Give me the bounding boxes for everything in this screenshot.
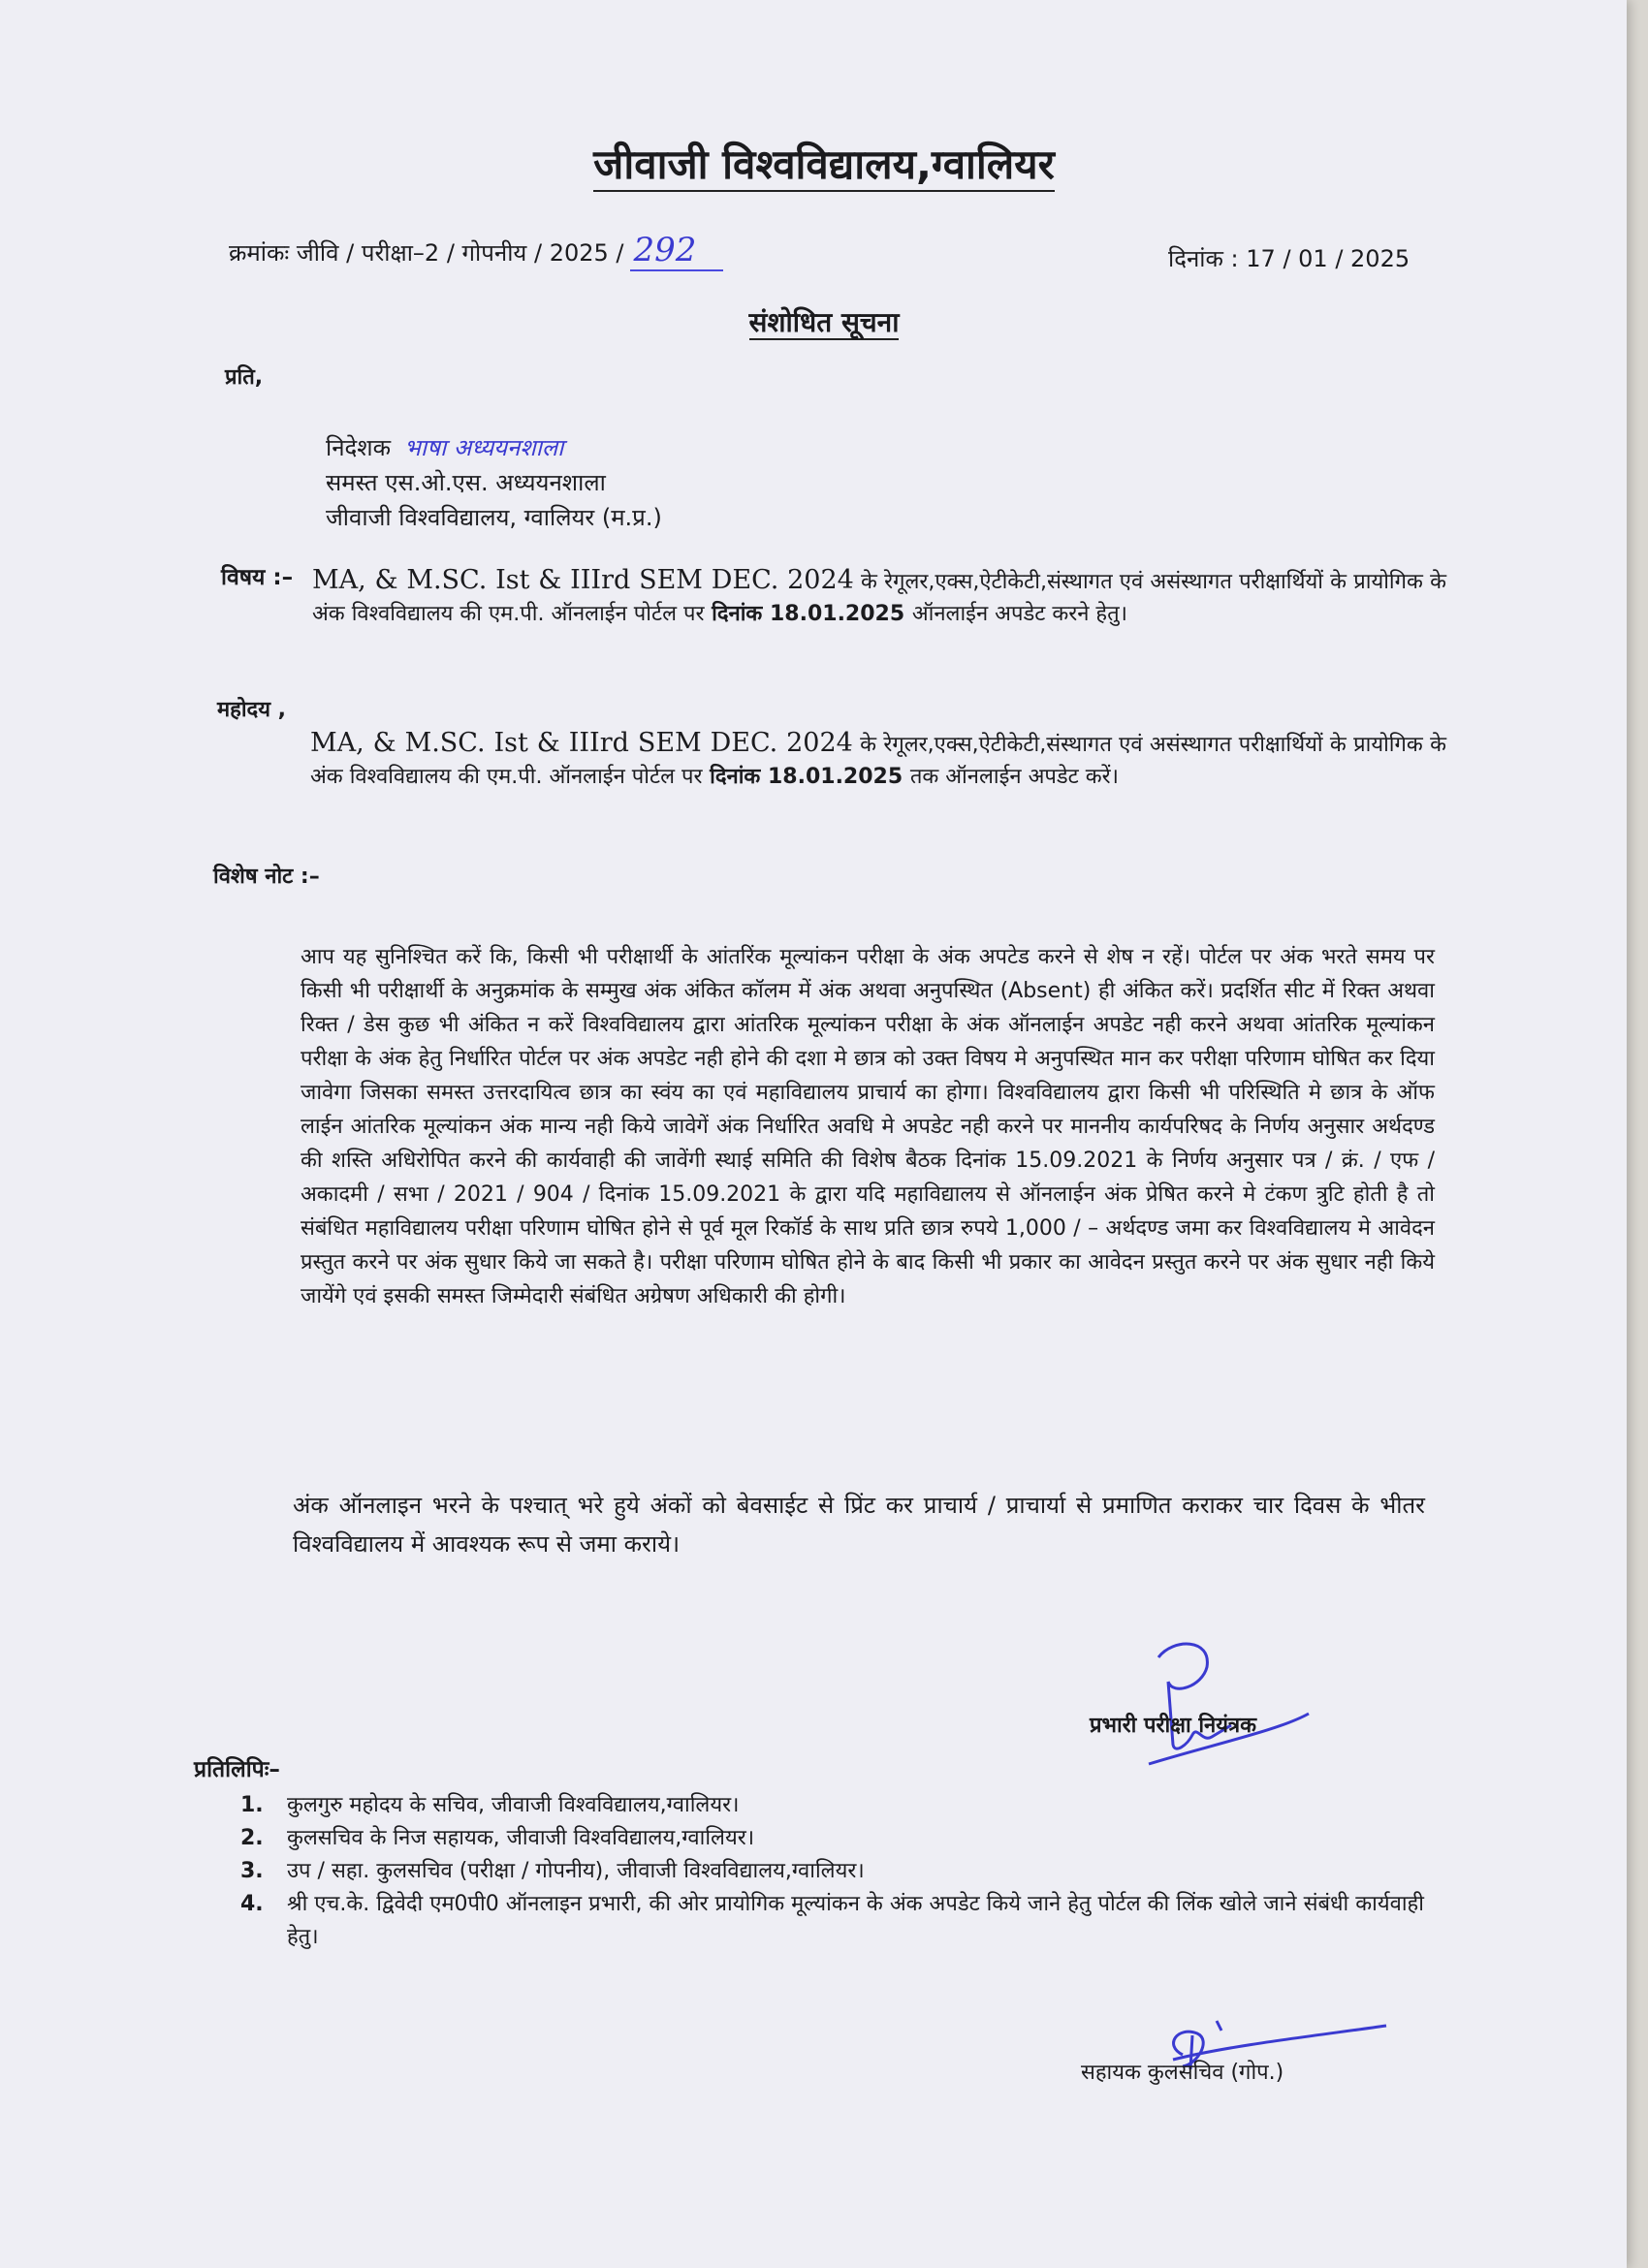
subject-text: MA, & M.SC. Ist & IIIrd SEM DEC. 2024 के रेगूलर,एक्स,ऐटीकेटी,संस्थागत एवं असंस्थागत परीक्षार्थियों के प्रायोगिक के अंक विश्वविद्यालय की एम.पी. ऑनलाईन पोर्टल पर दिनांक 18.01.2025 ऑनलाईन अपडेट करने हेतु। xyxy=(312,565,1446,626)
list-item: 2. कुलसचिव के निज सहायक, जीवाजी विश्वविद्यालय,ग्वालियर। xyxy=(240,1826,755,1850)
reference-number: क्रमांकः जीवि / परीक्षा–2 / गोपनीय / 2025 / 292 xyxy=(229,231,723,269)
to-label: प्रति, xyxy=(225,365,264,390)
handwritten-department: भाषा अध्ययनशाला xyxy=(404,434,564,461)
list-item: 3. उप / सहा. कुलसचिव (परीक्षा / गोपनीय), जीवाजी विश्वविद्यालय,ग्वालियर। xyxy=(240,1859,865,1883)
special-note-label: विशेष नोट :– xyxy=(213,865,320,889)
subject-label: विषय :– xyxy=(221,565,294,590)
notice-title: संशोधित सूचना xyxy=(748,306,900,338)
letter-date: दिनांक : 17 / 01 / 2025 xyxy=(1168,245,1410,272)
recipient-address xyxy=(326,430,662,535)
signatory-exam-controller: प्रभारी परीक्षा नियंत्रक xyxy=(1090,1714,1257,1738)
address-line-2: समस्त एस.ओ.एस. अध्ययनशाला xyxy=(326,469,606,496)
submission-paragraph: अंक ऑनलाइन भरने के पश्चात् भरे हुये अंकों को बेवसाईट से प्रिंट कर प्राचार्य / प्राचार्या से प्रमाणित कराकर चार दिवस के भीतर विश्वविद्यालय में आवश्यक रूप से जमा कराये। xyxy=(293,1492,1425,1558)
special-note-paragraph: आप यह सुनिश्चित करें कि, किसी भी परीक्षार्थी के आंतरिंक मूल्यांकन परीक्षा के अंक अपटेड करने से शेष न रहें। पोर्टल पर अंक भरते समय पर किसी भी परीक्षार्थी के अनुक्रमांक के सम्मुख अंक अंकित कॉलम में अंक अथवा अनुपस्थित (Absent) ही अंकित करें। प्रदर्शित सीट में रिक्त अथवा रिक्त / डेस कुछ भी अंकित न करें विश्वविद्यालय द्वारा आंतरिक मूल्यांकन परीक्षा के अंक ऑनलाईन अपडेट नही करने अथवा आंतरिक मूल्यांकन परीक्षा के अंक हेतु निर्धारित पोर्टल पर अंक अपडेट नही होने की दशा मे छात्र को उक्त विषय मे अनुपस्थित मान कर परीक्षा परिणाम घोषित कर दिया जावेगा जिसका समस्त उत्तरदायित्व छात्र का स्वंय का एवं महाविद्यालय प्राचार्य का होगा। विश्वविद्यालय द्वारा किसी भी परिस्थिति मे छात्र के ऑफ लाईन आंतरिक मूल्यांकन अंक मान्य नही किये जावेगें अंक निर्धारित अवधि मे अपडेट नही करने पर माननीय कार्यपरिषद के निर्णय अनुसार अर्थदण्ड की शस्ति अधिरोपित करने की कार्यवाही की जावेंगी स्थाई समिति की विशेष बैठक दिनांक 15.09.2021 के निर्णय अनुसार पत्र / क्रं. / एफ / अकादमी / सभा / 2021 / 904 / दिनांक 15.09.2021 के द्वारा यदि महाविद्यालय से ऑनलाईन अंक प्रेषित करने मे टंकण त्रुटि होती है तो संबंधित महाविद्यालय परीक्षा परिणाम घोषित होने से पूर्व मूल रिकॉर्ड के साथ प्रति छात्र रुपये 1,000 / – अर्थदण्ड जमा कर विश्वविद्यालय मे आवेदन प्रस्तुत करने पर अंक सुधार किये जा सकते है। परीक्षा परिणाम घोषित होने के बाद किसी भी प्रकार का आवेदन प्रस्तुत करने पर अंक सुधार नही किये जायेंगे एवं इसकी समस्त जिम्मेदारी संबंधित अग्रेषण अधिकारी की होगी। xyxy=(301,945,1435,1308)
address-line-3: जीवाजी विश्वविद्यालय, ग्वालियर (म.प्र.) xyxy=(326,504,662,531)
university-title: जीवाजी विश्वविद्यालय,ग्वालियर xyxy=(0,136,1648,191)
body-paragraph-1: MA, & M.SC. Ist & IIIrd SEM DEC. 2024 के रेगूलर,एक्स,ऐटीकेटी,संस्थागत एवं असंस्थागत परीक्षार्थियों के प्रायोगिक के अंक विश्वविद्यालय की एम.पी. ऑनलाईन पोर्टल पर दिनांक 18.01.2025 तक ऑनलाईन अपडेट करें। xyxy=(310,728,1446,789)
signatory-assistant-registrar: सहायक कुलसचिव (गोप.) xyxy=(1081,2061,1284,2085)
salutation: महोदय , xyxy=(217,698,286,722)
handwritten-ref-number: 292 xyxy=(630,231,724,271)
copies-list xyxy=(240,1789,1433,1954)
address-line-1: निदेशक xyxy=(326,434,392,461)
list-item: 1. कुलगुरु महोदय के सचिव, जीवाजी विश्वविद्यालय,ग्वालियर। xyxy=(240,1793,740,1817)
list-item: 4. श्री एच.के. द्विवेदी एम0पी0 ऑनलाइन प्रभारी, की ओर प्रायोगिक मूल्यांकन के अंक अपडेट किये जाने हेतु पोर्टल की लिंक खोले जाने संबंधी कार्यवाही हेतु। xyxy=(240,1892,1424,1949)
copies-label: प्रतिलिपिः– xyxy=(194,1757,280,1782)
